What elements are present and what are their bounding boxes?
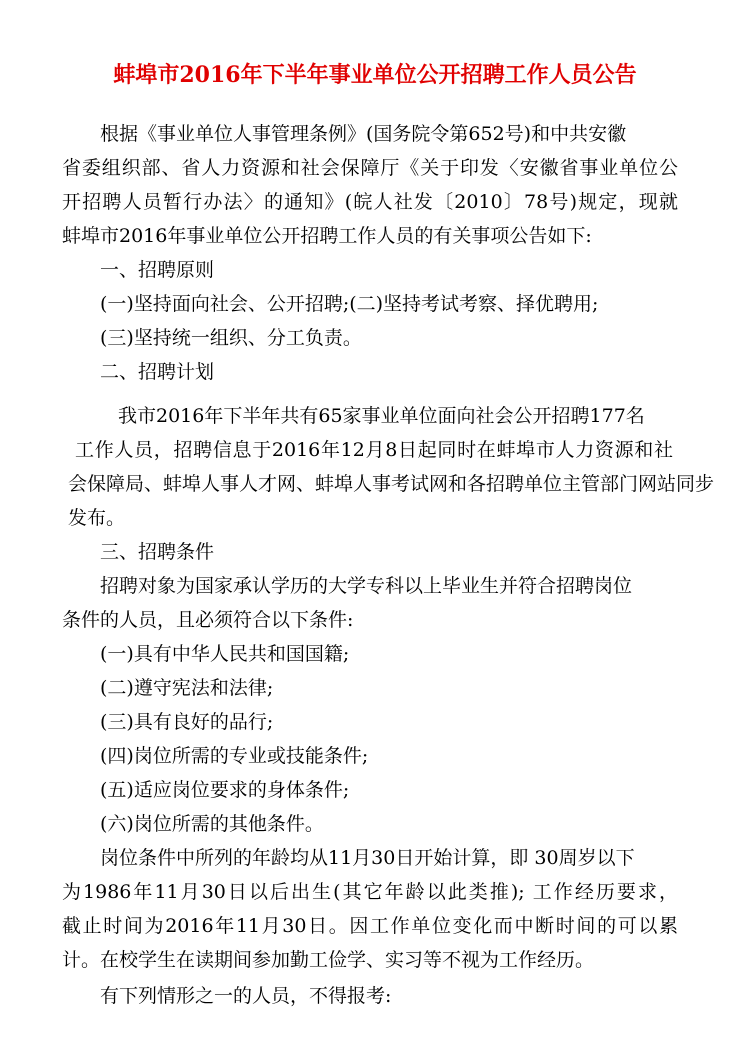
document-title: 蚌埠市2016年下半年事业单位公开招聘工作人员公告 bbox=[113, 62, 637, 88]
paragraph-line: 计。在校学生在读期间参加勤工俭学、实习等不视为工作经历。 bbox=[62, 949, 595, 971]
paragraph-line: 截止时间为2016年11月30日。因工作单位变化而中断时间的可以累 bbox=[62, 915, 678, 937]
list-item: (六)岗位所需的其他条件。 bbox=[100, 813, 324, 835]
list-item: (五)适应岗位要求的身体条件; bbox=[100, 779, 350, 801]
section-heading: 三、招聘条件 bbox=[100, 541, 215, 563]
paragraph-line: 为1986年11月30日以后出生(其它年龄以此类推); 工作经历要求， bbox=[62, 881, 678, 903]
list-item: (三)具有良好的品行; bbox=[100, 711, 274, 733]
paragraph-line: 我市2016年下半年共有65家事业单位面向社会公开招聘177名 bbox=[118, 405, 645, 427]
paragraph-line: 岗位条件中所列的年龄均从11月30日开始计算，即 30周岁以下 bbox=[100, 847, 635, 869]
paragraph-line: 蚌埠市2016年事业单位公开招聘工作人员的有关事项公告如下: bbox=[62, 225, 592, 247]
section-heading: 二、招聘计划 bbox=[100, 361, 215, 383]
section-heading: 一、招聘原则 bbox=[100, 259, 215, 281]
list-item: (一)坚持面向社会、公开招聘;(二)坚持考试考察、择优聘用; bbox=[100, 293, 599, 315]
paragraph-line: 条件的人员，且必须符合以下条件: bbox=[62, 609, 354, 631]
paragraph-line: 有下列情形之一的人员，不得报考: bbox=[100, 985, 392, 1007]
paragraph-line: 开招聘人员暂行办法〉的通知》(皖人社发〔2010〕78号)规定，现就 bbox=[62, 191, 678, 213]
list-item: (四)岗位所需的专业或技能条件; bbox=[100, 745, 369, 767]
list-item: (三)坚持统一组织、分工负责。 bbox=[100, 327, 362, 349]
paragraph-line: 省委组织部、省人力资源和社会保障厅《关于印发〈安徽省事业单位公 bbox=[62, 157, 678, 179]
paragraph-line: 会保障局、蚌埠人事人才网、蚌埠人事考试网和各招聘单位主管部门网站同步 bbox=[68, 473, 715, 495]
list-item: (二)遵守宪法和法律; bbox=[100, 677, 274, 699]
paragraph-line: 招聘对象为国家承认学历的大学专科以上毕业生并符合招聘岗位 bbox=[100, 575, 633, 597]
paragraph-line: 根据《事业单位人事管理条例》(国务院令第652号)和中共安徽 bbox=[100, 123, 627, 145]
paragraph-line: 工作人员，招聘信息于2016年12月8日起同时在蚌埠市人力资源和社 bbox=[75, 439, 673, 461]
paragraph-line: 发布。 bbox=[68, 507, 126, 529]
list-item: (一)具有中华人民共和国国籍; bbox=[100, 643, 350, 665]
